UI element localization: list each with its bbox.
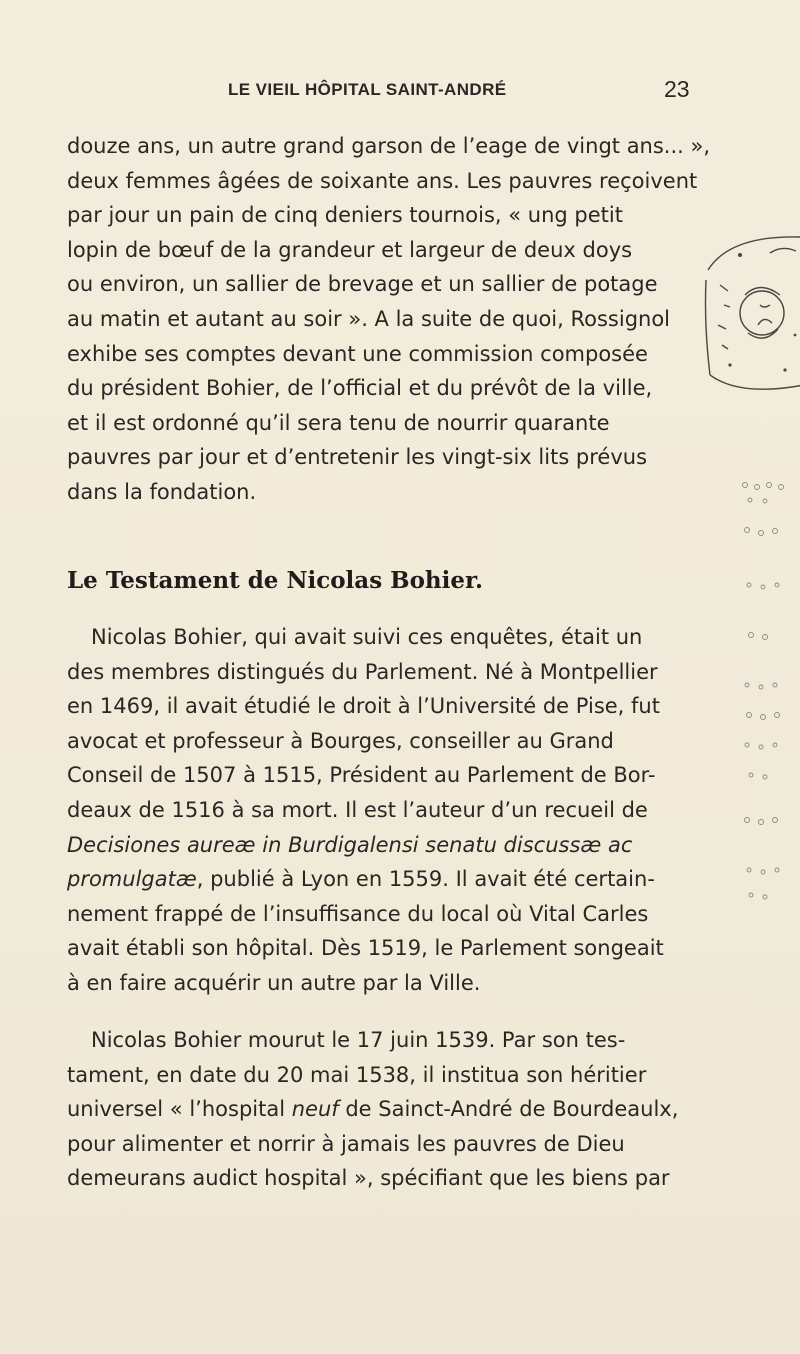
library-stamp-icon	[700, 225, 800, 400]
running-header	[0, 78, 800, 108]
text-line: lopin de bœuf de la grandeur et largeur de deux doys	[67, 237, 633, 262]
paragraph-2	[67, 620, 697, 1001]
text-line: nement frappé de l’insuffisance du local où Vital Carles	[67, 901, 649, 926]
text-line: Nicolas Bohier, qui avait suivi ces enquêtes, était un	[91, 625, 643, 649]
section-heading: Le Testament de Nicolas Bohier.	[67, 567, 484, 594]
text-line: ou environ, un sallier de brevage et un sallier de potage	[67, 272, 658, 297]
running-title: LE VIEIL HÔPITAL SAINT-ANDRÉ	[228, 80, 507, 99]
text-fragment: de Sainct-André de Bourdeaulx,	[338, 1097, 679, 1122]
text-line: Nicolas Bohier mourut le 17 juin 1539. Par son tes-	[91, 1028, 626, 1052]
text-line: demeurans audict hospital », spécifiant que les biens par	[67, 1166, 670, 1191]
text-line: du président Bohier, de l’official et du prévôt de la ville,	[67, 376, 653, 401]
text-line	[67, 1092, 697, 1127]
text-line-italic	[67, 828, 697, 863]
text-line: tament, en date du 20 mai 1538, il institua son héritier	[67, 1062, 647, 1087]
text-fragment: , publié à Lyon en 1559. Il avait été certain-	[196, 867, 655, 892]
text-line: avocat et professeur à Bourges, conseiller au Grand	[67, 728, 614, 753]
text-line: pauvres par jour et d’entretenir les vingt-six lits prévus	[67, 445, 648, 470]
paragraph-1	[67, 129, 711, 510]
text-line: douze ans, un autre grand garson de l’eage de vingt ans... »,	[67, 134, 711, 158]
text-line: deaux de 1516 à sa mort. Il est l’auteur d’un recueil de	[67, 797, 648, 822]
text-line: Conseil de 1507 à 1515, Président au Parlement de Bor-	[67, 763, 656, 788]
italic-title-end: promulgatæ	[67, 867, 197, 892]
text-line: des membres distingués du Parlement. Né à Montpellier	[67, 659, 658, 684]
text-line	[67, 862, 697, 897]
text-line: et il est ordonné qu’il sera tenu de nourrir quarante	[67, 410, 610, 435]
text-fragment: universel « l’hospital	[67, 1097, 292, 1122]
text-line: dans la fondation.	[67, 479, 257, 504]
text-line: par jour un pain de cinq deniers tournois, « ung petit	[67, 203, 623, 228]
text-line: pour alimenter et norrir à jamais les pauvres de Dieu	[67, 1131, 625, 1156]
italic-title: Decisiones aureæ in Burdigalensi senatu discussæ ac	[67, 832, 633, 857]
edge-dot-pattern-icon	[735, 475, 800, 915]
text-line: en 1469, il avait étudié le droit à l’Université de Pise, fut	[67, 694, 660, 719]
page-number: 23	[664, 76, 690, 102]
text-line: à en faire acquérir un autre par la Ville.	[67, 970, 481, 995]
text-line: avait établi son hôpital. Dès 1519, le Parlement songeait	[67, 936, 664, 961]
text-line: deux femmes âgées de soixante ans. Les pauvres reçoivent	[67, 168, 698, 193]
text-line: au matin et autant au soir ». A la suite de quoi, Rossignol	[67, 306, 671, 331]
text-line: exhibe ses comptes devant une commission composée	[67, 341, 648, 366]
paragraph-3	[67, 1023, 697, 1196]
italic-word: neuf	[291, 1097, 339, 1122]
